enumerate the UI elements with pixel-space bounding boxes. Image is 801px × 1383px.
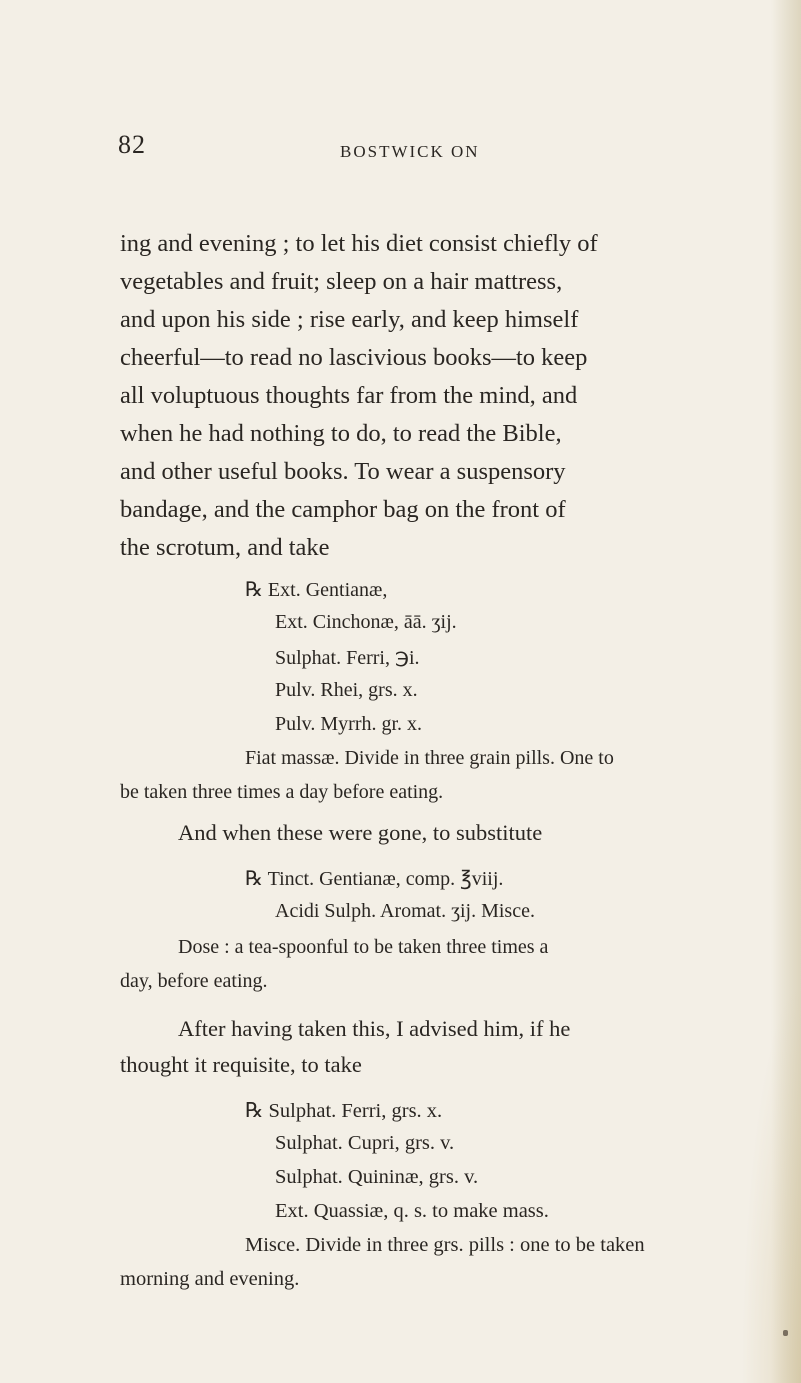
prescription-line: Pulv. Rhei, grs. x. xyxy=(275,679,418,701)
prescription-line: Sulphat. Quininæ, grs. v. xyxy=(275,1166,479,1188)
text-line: bandage, and the camphor bag on the front of xyxy=(120,496,566,523)
prescription-line: Sulphat. Ferri, ℈i. xyxy=(275,647,420,669)
text-line: be taken three times a day before eating. xyxy=(120,781,444,803)
ink-mark xyxy=(783,1330,788,1336)
page-number: 82 xyxy=(118,130,146,159)
prescription-line: ℞ Ext. Gentianæ, xyxy=(245,579,388,601)
page-stain xyxy=(741,983,801,1383)
text-line: and upon his side ; rise early, and keep himself xyxy=(120,306,579,333)
prescription-line: Acidi Sulph. Aromat. ʒij. Misce. xyxy=(275,900,535,922)
text-line: After having taken this, I advised him, if he xyxy=(178,1016,571,1041)
text-line: vegetables and fruit; sleep on a hair mattress, xyxy=(120,268,563,295)
text-line: morning and evening. xyxy=(120,1268,300,1290)
text-line: And when these were gone, to substitute xyxy=(178,820,543,845)
text-line: the scrotum, and take xyxy=(120,534,330,561)
text-line: day, before eating. xyxy=(120,970,268,992)
text-line: cheerful—to read no lascivious books—to keep xyxy=(120,344,588,371)
text-line: Fiat massæ. Divide in three grain pills. One to xyxy=(245,747,614,769)
prescription-line: Ext. Quassiæ, q. s. to make mass. xyxy=(275,1200,549,1222)
prescription-line: ℞ Sulphat. Ferri, grs. x. xyxy=(245,1100,443,1122)
text-line: Misce. Divide in three grs. pills : one to be taken xyxy=(245,1234,645,1256)
text-line: ing and evening ; to let his diet consist chiefly of xyxy=(120,230,598,257)
running-head: BOSTWICK ON xyxy=(340,142,480,161)
prescription-line: ℞ Tinct. Gentianæ, comp. ℥viij. xyxy=(245,868,504,890)
prescription-line: Sulphat. Cupri, grs. v. xyxy=(275,1132,455,1154)
text-line: when he had nothing to do, to read the Bible, xyxy=(120,420,562,447)
text-line: and other useful books. To wear a suspensory xyxy=(120,458,566,485)
prescription-line: Pulv. Myrrh. gr. x. xyxy=(275,713,423,735)
text-line: thought it requisite, to take xyxy=(120,1052,362,1077)
text-line: all voluptuous thoughts far from the mind, and xyxy=(120,382,578,409)
text-line: Dose : a tea-spoonful to be taken three times a xyxy=(178,936,549,958)
prescription-line: Ext. Cinchonæ, āā. ʒij. xyxy=(275,611,457,633)
